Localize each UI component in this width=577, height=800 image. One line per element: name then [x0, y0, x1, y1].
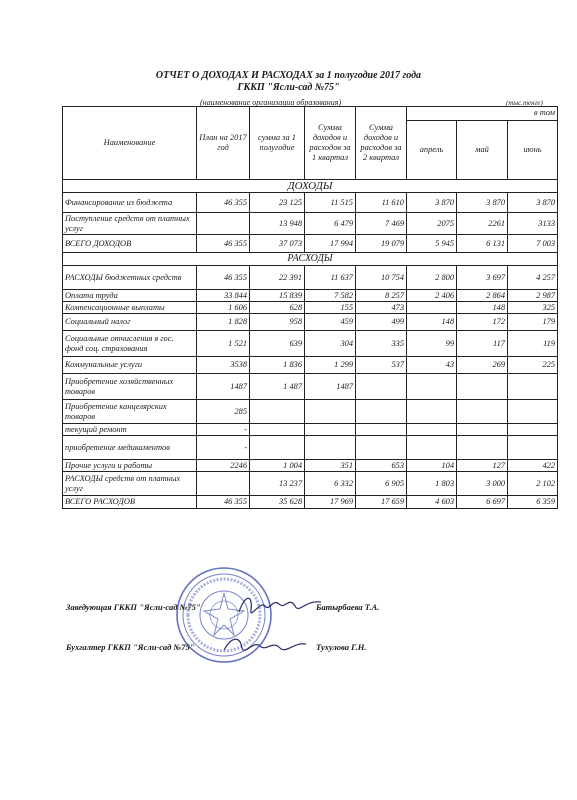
expense-section-title: РАСХОДЫ [63, 253, 558, 266]
cell-may: 148 [457, 302, 508, 314]
row-label: Компенсационные выплаты [63, 302, 197, 314]
cell-half: 639 [250, 331, 305, 357]
cell-plan: 2246 [197, 460, 250, 472]
accountant-signature [220, 630, 310, 660]
cell-may: 6 697 [457, 496, 508, 509]
row-label: Прочие услуги и работы [63, 460, 197, 472]
cell-q1: 155 [305, 302, 356, 314]
report-table [62, 106, 558, 509]
cell-apr: 148 [407, 314, 457, 331]
accountant-signature-line [66, 642, 367, 652]
cell-q1: 351 [305, 460, 356, 472]
cell-q2: 473 [356, 302, 407, 314]
cell-may: 269 [457, 357, 508, 374]
cell-may: 6 131 [457, 235, 508, 253]
cell-plan: - [197, 424, 250, 436]
cell-jun [508, 374, 558, 400]
cell-may: 3 870 [457, 193, 508, 213]
header-half: сумма за 1 полугодие [250, 107, 305, 180]
unit-note: (тыс.тенге) [506, 99, 543, 107]
cell-q2: 6 905 [356, 472, 407, 496]
cell-q2: 10 754 [356, 266, 407, 290]
cell-q2: 499 [356, 314, 407, 331]
row-label: ВСЕГО ДОХОДОВ [63, 235, 197, 253]
cell-may: 3 000 [457, 472, 508, 496]
expense-row [63, 496, 558, 509]
cell-half [250, 424, 305, 436]
cell-apr [407, 374, 457, 400]
cell-half: 1 487 [250, 374, 305, 400]
cell-jun: 325 [508, 302, 558, 314]
row-label: РАСХОДЫ бюджетных средств [63, 266, 197, 290]
cell-q2: 19 079 [356, 235, 407, 253]
row-label: Поступление средств от платных услуг [63, 213, 197, 235]
header-may: май [457, 120, 508, 179]
header-q1: Сумма доходов и расходов за 1 квартал [305, 107, 356, 180]
cell-half: 37 073 [250, 235, 305, 253]
expense-row [63, 302, 558, 314]
cell-plan: 46 355 [197, 496, 250, 509]
expense-row [63, 357, 558, 374]
row-label: Приобретение канцелярских товаров [63, 400, 197, 424]
cell-q2: 8 257 [356, 290, 407, 302]
cell-jun: 3 870 [508, 193, 558, 213]
head-name: Батырбаева Т.А. [316, 602, 380, 612]
cell-half: 13 948 [250, 213, 305, 235]
expense-row [63, 472, 558, 496]
expense-row [63, 460, 558, 472]
cell-apr: 3 870 [407, 193, 457, 213]
cell-q1: 11 515 [305, 193, 356, 213]
cell-apr: 4 603 [407, 496, 457, 509]
cell-plan: 46 355 [197, 266, 250, 290]
row-label: РАСХОДЫ средств от платных услуг [63, 472, 197, 496]
report-title [0, 70, 577, 94]
cell-plan: 285 [197, 400, 250, 424]
cell-may: 172 [457, 314, 508, 331]
cell-apr [407, 424, 457, 436]
cell-q1 [305, 400, 356, 424]
header-april: апрель [407, 120, 457, 179]
header-plan: План на 2017 год [197, 107, 250, 180]
cell-q2 [356, 436, 407, 460]
cell-may: 117 [457, 331, 508, 357]
cell-may [457, 374, 508, 400]
cell-q2: 7 469 [356, 213, 407, 235]
cell-jun [508, 436, 558, 460]
cell-half: 35 628 [250, 496, 305, 509]
row-label: Оплата труда [63, 290, 197, 302]
cell-half: 1 836 [250, 357, 305, 374]
cell-jun: 7 003 [508, 235, 558, 253]
cell-q2 [356, 400, 407, 424]
row-label: Приобретение хозяйственных товаров [63, 374, 197, 400]
row-label: Коммунальные услуги [63, 357, 197, 374]
cell-plan: 46 355 [197, 235, 250, 253]
row-label: ВСЕГО РАСХОДОВ [63, 496, 197, 509]
row-label: текущий ремонт [63, 424, 197, 436]
cell-jun: 2 102 [508, 472, 558, 496]
cell-plan: 1 828 [197, 314, 250, 331]
expense-row [63, 400, 558, 424]
expense-row [63, 314, 558, 331]
cell-jun: 422 [508, 460, 558, 472]
cell-q2: 335 [356, 331, 407, 357]
cell-jun [508, 400, 558, 424]
expense-row [63, 374, 558, 400]
expense-row [63, 266, 558, 290]
head-signature-line [66, 602, 380, 612]
row-label: приобретение медикаментов [63, 436, 197, 460]
cell-plan [197, 213, 250, 235]
cell-q1: 11 637 [305, 266, 356, 290]
cell-q1: 17 994 [305, 235, 356, 253]
header-name: Наименование [63, 107, 197, 180]
cell-may: 127 [457, 460, 508, 472]
cell-plan: 1 521 [197, 331, 250, 357]
cell-q2: 17 659 [356, 496, 407, 509]
title-line-2: ГККП "Ясли-сад №75" [237, 82, 340, 93]
expense-row [63, 290, 558, 302]
cell-half: 22 391 [250, 266, 305, 290]
cell-apr: 1 803 [407, 472, 457, 496]
expense-row [63, 424, 558, 436]
cell-jun: 179 [508, 314, 558, 331]
cell-q1: 459 [305, 314, 356, 331]
cell-q1: 1 299 [305, 357, 356, 374]
cell-half: 1 004 [250, 460, 305, 472]
cell-half: 13 237 [250, 472, 305, 496]
cell-jun: 225 [508, 357, 558, 374]
header-june: июнь [508, 120, 558, 179]
cell-apr [407, 400, 457, 424]
cell-q2: 653 [356, 460, 407, 472]
cell-half [250, 436, 305, 460]
row-label: Социальные отчисления в гос. фонд соц. страхования [63, 331, 197, 357]
cell-q1: 7 582 [305, 290, 356, 302]
accountant-name: Тухулова Г.Н. [316, 642, 367, 652]
title-line-1: ОТЧЕТ О ДОХОДАХ И РАСХОДАХ за 1 полугодие 2017 года [155, 70, 422, 81]
cell-may: 2261 [457, 213, 508, 235]
cell-q1: 1487 [305, 374, 356, 400]
cell-q2: 537 [356, 357, 407, 374]
header-in-that: в том [407, 107, 558, 121]
cell-plan: 33 844 [197, 290, 250, 302]
cell-half [250, 400, 305, 424]
cell-q1: 6 332 [305, 472, 356, 496]
expense-row [63, 436, 558, 460]
cell-may [457, 400, 508, 424]
cell-plan: 46 355 [197, 193, 250, 213]
org-note: (наименование организации образования) [200, 98, 342, 107]
cell-apr: 5 945 [407, 235, 457, 253]
cell-plan: 1 606 [197, 302, 250, 314]
cell-apr: 2 406 [407, 290, 457, 302]
cell-q1: 17 969 [305, 496, 356, 509]
cell-jun: 4 257 [508, 266, 558, 290]
header-q2: Сумма доходов и расходов за 2 квартал [356, 107, 407, 180]
expense-row [63, 331, 558, 357]
cell-jun: 6 359 [508, 496, 558, 509]
row-label: Социальный налог [63, 314, 197, 331]
income-row [63, 213, 558, 235]
cell-apr: 99 [407, 331, 457, 357]
cell-half: 958 [250, 314, 305, 331]
cell-apr [407, 302, 457, 314]
cell-half: 628 [250, 302, 305, 314]
cell-may [457, 424, 508, 436]
cell-apr [407, 436, 457, 460]
cell-q2 [356, 374, 407, 400]
income-row [63, 235, 558, 253]
cell-plan: 1487 [197, 374, 250, 400]
cell-q1: 6 479 [305, 213, 356, 235]
cell-jun: 3133 [508, 213, 558, 235]
cell-apr: 2 800 [407, 266, 457, 290]
cell-q1: 304 [305, 331, 356, 357]
cell-jun: 119 [508, 331, 558, 357]
income-row [63, 193, 558, 213]
cell-may: 3 697 [457, 266, 508, 290]
cell-q2: 11 610 [356, 193, 407, 213]
cell-half: 23 125 [250, 193, 305, 213]
cell-q1 [305, 424, 356, 436]
cell-half: 15 839 [250, 290, 305, 302]
cell-q1 [305, 436, 356, 460]
cell-plan [197, 472, 250, 496]
cell-jun: 2 987 [508, 290, 558, 302]
cell-jun [508, 424, 558, 436]
head-role: Заведующая ГККП "Ясли-сад №75" [66, 602, 201, 612]
cell-q2 [356, 424, 407, 436]
income-section-title: ДОХОДЫ [63, 180, 558, 193]
cell-plan: - [197, 436, 250, 460]
cell-apr: 104 [407, 460, 457, 472]
cell-apr: 2075 [407, 213, 457, 235]
row-label: Финансирование из бюджета [63, 193, 197, 213]
accountant-role: Бухгалтер ГККП "Ясли-сад №75" [66, 642, 195, 652]
cell-may: 2 864 [457, 290, 508, 302]
cell-may [457, 436, 508, 460]
cell-apr: 43 [407, 357, 457, 374]
head-signature [235, 590, 325, 622]
cell-plan: 3538 [197, 357, 250, 374]
